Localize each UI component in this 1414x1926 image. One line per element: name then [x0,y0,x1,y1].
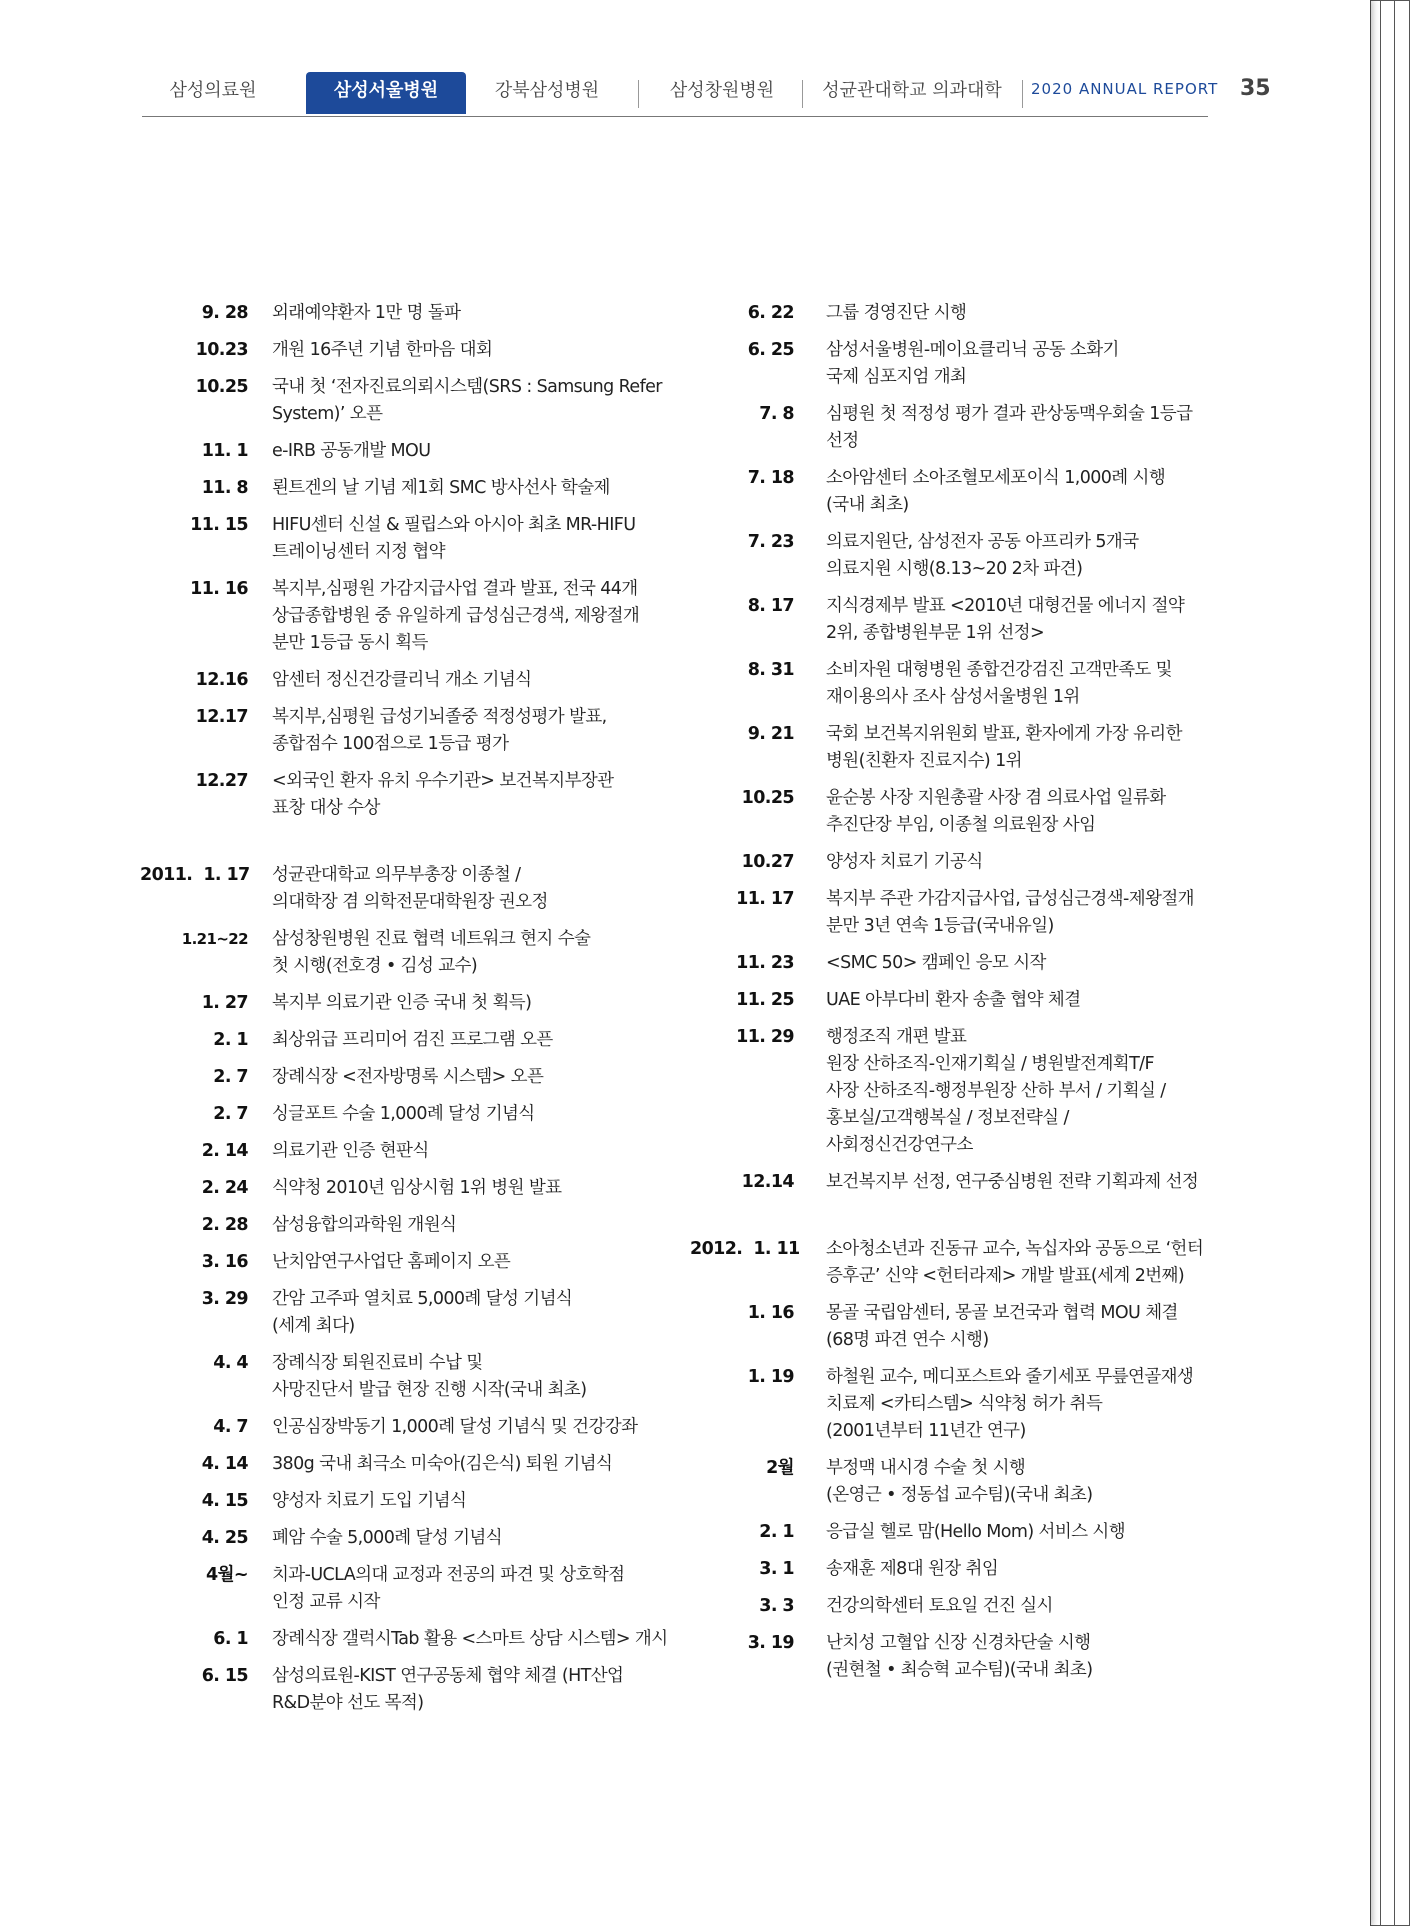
entry-text: 장례식장 퇴원진료비 수납 및 사망진단서 발급 현장 진행 시작(국내 최초) [272,1353,587,1400]
page-number: 35 [1240,76,1271,101]
timeline-entry [690,1364,1210,1445]
timeline-entry [140,1663,670,1717]
entry-text: 건강의학센터 토요일 건진 실시 [826,1596,1053,1616]
entry-text: 송재훈 제8대 원장 취임 [826,1559,999,1579]
tab-samsung-medical-center[interactable]: 삼성의료원 [169,80,257,101]
entry-date: 8. 17 [747,596,794,616]
entry-text: 삼성의료원-KIST 연구공동체 협약 체결 (HT산업 R&D분야 선도 목적) [272,1666,624,1713]
entry-text: <외국인 환자 유치 우수기관> 보건복지부장관 표창 대상 수상 [272,771,614,818]
timeline-entry [140,1414,670,1441]
timeline-entry [140,1525,670,1552]
entry-text: 지식경제부 발표 <2010년 대형건물 에너지 절약 2위, 종합병원부문 1위 선정> [826,596,1185,643]
entry-date: 3. 29 [201,1289,248,1309]
entry-text: 보건복지부 선정, 연구중심병원 전략 기획과제 선정 [826,1172,1199,1192]
entry-text: 난치성 고혈압 신장 신경차단술 시행 (권현철 • 최승혁 교수팀)(국내 최초) [826,1633,1093,1680]
entry-date: 3. 1 [759,1559,794,1579]
timeline-entry [690,529,1210,583]
entry-date: 11. 8 [201,478,248,498]
entry-date: 11. 17 [736,889,794,909]
timeline-entry [140,300,670,327]
timeline-entry [690,401,1210,455]
entry-text: 외래예약환자 1만 명 돌파 [272,303,461,323]
timeline-entry [140,1138,670,1165]
timeline-entry [690,1630,1210,1684]
tab-samsung-changwon-hospital[interactable]: 삼성창원병원 [669,80,775,101]
timeline-entry [690,785,1210,839]
timeline-entry [690,1300,1210,1354]
entry-text: UAE 아부다비 환자 송출 협약 체결 [826,990,1081,1010]
entry-text: 복지부,심평원 급성기뇌졸중 적정성평가 발표, 종합점수 100점으로 1등급 평가 [272,707,607,754]
entry-date: 2011. 1. 17 [140,865,250,885]
entry-date: 4. 4 [213,1353,248,1373]
entry-text: 폐암 수술 5,000례 달성 기념식 [272,1528,502,1548]
entry-date: 2. 7 [213,1104,248,1124]
entry-text: 뢴트겐의 날 기념 제1회 SMC 방사선사 학술제 [272,478,610,498]
entry-date: 12.16 [195,670,248,690]
entry-text: 윤순봉 사장 지원총괄 사장 겸 의료사업 일류화 추진단장 부임, 이종철 의료원장 사임 [826,788,1166,835]
entry-text: 삼성창원병원 진료 협력 네트워크 현지 수술 첫 시행(전호경 • 김성 교수) [272,929,591,976]
timeline-right-column [690,300,1210,1694]
entry-text: 소아암센터 소아조혈모세포이식 1,000례 시행 (국내 최초) [826,468,1166,515]
entry-text: 장례식장 <전자방명록 시스템> 오픈 [272,1067,544,1087]
entry-text: 소아청소년과 진동규 교수, 녹십자와 공동으로 ‘헌터 증후군’ 신약 <헌터라제> 개발 발표(세계 2번째) [826,1239,1204,1286]
entry-date: 8. 31 [747,660,794,680]
entry-text: 의료기관 인증 현판식 [272,1141,429,1161]
entry-date: 1. 16 [747,1303,794,1323]
entry-text: 개원 16주년 기념 한마음 대회 [272,340,493,360]
timeline-entry [690,950,1210,977]
entry-date: 6. 25 [747,340,794,360]
timeline-entry [140,667,670,694]
entry-date: 2. 28 [201,1215,248,1235]
timeline-entry [690,1593,1210,1620]
timeline-entry [140,1488,670,1515]
entry-date: 10.25 [741,788,794,808]
entry-text: 삼성융합의과학원 개원식 [272,1215,457,1235]
entry-date: 10.23 [195,340,248,360]
entry-text: 삼성서울병원-메이요클리닉 공동 소화기 국제 심포지엄 개최 [826,340,1119,387]
timeline-entry [690,657,1210,711]
entry-text: 응급실 헬로 맘(Hello Mom) 서비스 시행 [826,1522,1126,1542]
entry-date: 3. 16 [201,1252,248,1272]
timeline-entry [140,576,670,657]
entry-date: 2. 14 [201,1141,248,1161]
entry-text: 그룹 경영진단 시행 [826,303,967,323]
timeline-entry [140,1562,670,1616]
entry-text: 하철원 교수, 메디포스트와 줄기세포 무릎연골재생 치료제 <카티스템> 식약청 허가 취득 (2001년부터 11년간 연구) [826,1367,1194,1441]
entry-date: 3. 19 [747,1633,794,1653]
tab-kangbuk-samsung-hospital[interactable]: 강북삼성병원 [494,80,600,101]
timeline-entry [140,1101,670,1128]
timeline-entry [690,1519,1210,1546]
entry-date: 7. 18 [747,468,794,488]
timeline-entry [690,886,1210,940]
tab-skku-medicine[interactable]: 성균관대학교 의과대학 [822,80,1002,101]
entry-date: 7. 23 [747,532,794,552]
timeline-entry [140,438,670,465]
entry-text: 심평원 첫 적정성 평가 결과 관상동맥우회술 1등급 선정 [826,404,1193,451]
entry-date: 10.27 [741,852,794,872]
entry-text: 장례식장 갤럭시Tab 활용 <스마트 상담 시스템> 개시 [272,1629,668,1649]
entry-text: 간암 고주파 열치료 5,000례 달성 기념식 (세계 최다) [272,1289,573,1336]
entry-text: 싱글포트 수술 1,000례 달성 기념식 [272,1104,535,1124]
entry-text: 국회 보건복지위원회 발표, 환자에게 가장 유리한 병원(친환자 진료지수) 1위 [826,724,1182,771]
entry-date: 4. 14 [201,1454,248,1474]
entry-date: 2. 1 [213,1030,248,1050]
entry-date: 6. 1 [213,1629,248,1649]
timeline-entry [140,768,670,822]
entry-text: 복지부 의료기관 인증 국내 첫 획득) [272,993,532,1013]
entry-text: 의료지원단, 삼성전자 공동 아프리카 5개국 의료지원 시행(8.13~20 2차 파견) [826,532,1139,579]
tab-samsung-seoul-hospital[interactable]: 삼성서울병원 [306,72,466,114]
timeline-entry [690,849,1210,876]
entry-text: 양성자 치료기 기공식 [826,852,983,872]
timeline-entry [140,512,670,566]
entry-date: 1. 19 [747,1367,794,1387]
entry-date: 11. 29 [736,1027,794,1047]
timeline-entry [140,704,670,758]
entry-date: 12.17 [195,707,248,727]
entry-text: 양성자 치료기 도입 기념식 [272,1491,467,1511]
timeline-entry [140,1249,670,1276]
timeline-entry [690,1556,1210,1583]
entry-text: e-IRB 공동개발 MOU [272,441,431,461]
timeline-entry [690,337,1210,391]
entry-text: 국내 첫 ‘전자진료의뢰시스템(SRS : Samsung Refer System)’ 오픈 [272,377,662,424]
entry-text: 식약청 2010년 임상시험 1위 병원 발표 [272,1178,562,1198]
entry-date: 6. 15 [201,1666,248,1686]
entry-date: 3. 3 [759,1596,794,1616]
entry-text: 치과-UCLA의대 교정과 전공의 파견 및 상호학점 인정 교류 시작 [272,1565,625,1612]
entry-text: 복지부 주관 가감지급사업, 급성심근경색-제왕절개 분만 3년 연속 1등급(국내유일) [826,889,1194,936]
timeline-entry [690,1169,1210,1196]
timeline-entry [140,862,670,916]
timeline-entry [690,300,1210,327]
entry-text: 성균관대학교 의무부총장 이종철 / 의대학장 겸 의학전문대학원장 권오정 [272,865,548,912]
entry-date: 4. 7 [213,1417,248,1437]
entry-date: 10.25 [195,377,248,397]
entry-date: 11. 23 [736,953,794,973]
report-label: 2020 ANNUAL REPORT [1031,80,1219,98]
timeline-entry [140,374,670,428]
entry-date: 6. 22 [747,303,794,323]
timeline-entry [140,990,670,1017]
entry-date: 2. 1 [759,1522,794,1542]
timeline-entry [690,1024,1210,1159]
entry-date: 11. 1 [201,441,248,461]
entry-text: 몽골 국립암센터, 몽골 보건국과 협력 MOU 체결 (68명 파견 연수 시행) [826,1303,1178,1350]
timeline-entry [140,337,670,364]
timeline-entry [140,926,670,980]
entry-text: 난치암연구사업단 홈페이지 오픈 [272,1252,511,1272]
entry-date: 4월~ [206,1565,248,1585]
entry-date: 2012. 1. 11 [690,1239,800,1259]
entry-date: 12.27 [195,771,248,791]
entry-date: 11. 25 [736,990,794,1010]
timeline-entry [140,1626,670,1653]
entry-date: 1. 27 [201,993,248,1013]
entry-text: 복지부,심평원 가감지급사업 결과 발표, 전국 44개 상급종합병원 중 유일하게 급성심근경색, 제왕절개 분만 1등급 동시 획득 [272,579,640,653]
timeline-entry [690,1236,1210,1290]
entry-date: 11. 15 [190,515,248,535]
entry-text: HIFU센터 신설 & 필립스와 아시아 최초 MR-HIFU 트레이닝센터 지정 협약 [272,515,636,562]
entry-date: 1.21~22 [181,930,248,948]
timeline-entry [690,593,1210,647]
entry-text: <SMC 50> 캠페인 응모 시작 [826,953,1046,973]
entry-date: 9. 21 [747,724,794,744]
entry-text: 소비자원 대형병원 종합건강검진 고객만족도 및 재이용의사 조사 삼성서울병원 1위 [826,660,1172,707]
timeline-entry [140,1027,670,1054]
entry-date: 2. 7 [213,1067,248,1087]
timeline-entry [690,1455,1210,1509]
entry-text: 인공심장박동기 1,000례 달성 기념식 및 건강강좌 [272,1417,638,1437]
entry-date: 11. 16 [190,579,248,599]
entry-text: 행정조직 개편 발표 원장 산하조직-인재기획실 / 병원발전계획T/F 사장 산하조직-행정부원장 산하 부서 / 기획실 / 홍보실/고객행복실 / 정보전략실 / 사회정신건강연구소 [826,1027,1166,1155]
timeline-entry [690,465,1210,519]
timeline-entry [140,475,670,502]
timeline-entry [690,721,1210,775]
entry-date: 4. 25 [201,1528,248,1548]
tab-divider [1022,80,1023,108]
tab-divider [802,80,803,108]
timeline-entry [140,1286,670,1340]
timeline-entry [690,987,1210,1014]
entry-date: 12.14 [741,1172,794,1192]
timeline-entry [140,1175,670,1202]
entry-text: 부정맥 내시경 수술 첫 시행 (온영근 • 정동섭 교수팀)(국내 최초) [826,1458,1093,1505]
timeline-left-column [140,300,670,1727]
tab-divider [638,80,639,108]
timeline-entry [140,1350,670,1404]
entry-text: 최상위급 프리미어 검진 프로그램 오픈 [272,1030,553,1050]
timeline-entry [140,1212,670,1239]
timeline-entry [140,1451,670,1478]
timeline-entry [140,1064,670,1091]
entry-text: 380g 국내 최극소 미숙아(김은식) 퇴원 기념식 [272,1454,613,1474]
entry-date: 2. 24 [201,1178,248,1198]
entry-date: 9. 28 [201,303,248,323]
entry-date: 4. 15 [201,1491,248,1511]
entry-date: 7. 8 [759,404,794,424]
entry-text: 암센터 정신건강클리닉 개소 기념식 [272,670,532,690]
entry-date: 2월 [766,1458,794,1478]
